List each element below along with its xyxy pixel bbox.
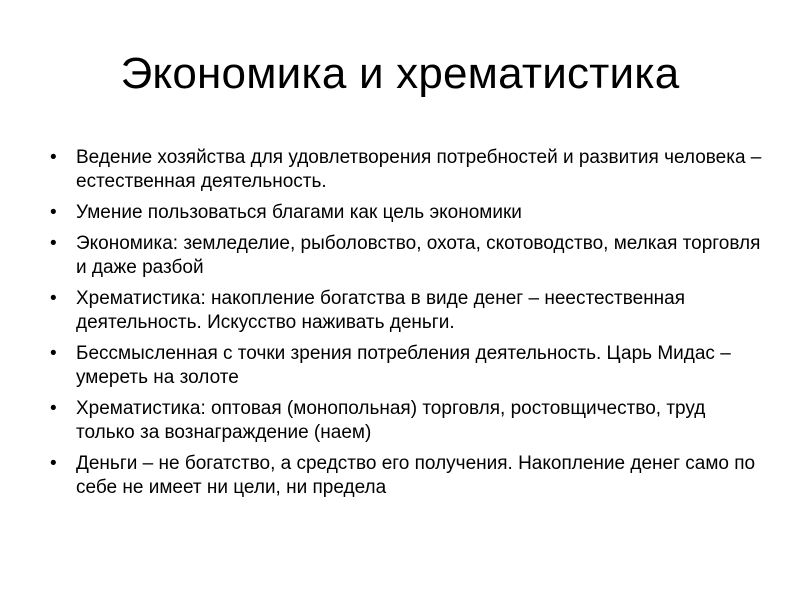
bullet-text: Ведение хозяйства для удовлетворения потребностей и развития человека – естественная деятельность. [76, 147, 762, 192]
bullet-dot-icon: • [50, 147, 57, 168]
bullet-list [50, 146, 762, 507]
bullet-text: Деньги – не богатство, а средство его получения. Накопление денег само по себе не имеет ни цели, ни предела [76, 453, 756, 498]
slide-title: Экономика и хрематистика [120, 49, 680, 98]
bullet-item [50, 342, 762, 390]
bullet-item [50, 201, 762, 225]
bullet-text: Хрематистика: накопление богатства в виде денег – неестественная деятельность. Искусство наживать деньги. [76, 288, 686, 333]
bullet-item [50, 232, 762, 280]
bullet-text: Умение пользоваться благами как цель экономики [76, 202, 522, 223]
bullet-dot-icon: • [50, 453, 57, 474]
bullet-text: Хрематистика: оптовая (монопольная) торговля, ростовщичество, труд только за вознаграждение (наем) [76, 398, 706, 443]
bullet-dot-icon: • [50, 233, 57, 254]
bullet-item [50, 452, 762, 500]
bullet-text: Экономика: земледелие, рыболовство, охота, скотоводство, мелкая торговля и даже разбой [76, 233, 761, 278]
bullet-text: Бессмысленная с точки зрения потребления деятельность. Царь Мидас – умереть на золоте [76, 343, 731, 388]
bullet-item [50, 287, 762, 335]
bullet-item [50, 397, 762, 445]
bullet-dot-icon: • [50, 202, 57, 223]
bullet-item [50, 146, 762, 194]
bullet-dot-icon: • [50, 343, 57, 364]
bullet-dot-icon: • [50, 288, 57, 309]
bullet-dot-icon: • [50, 398, 57, 419]
